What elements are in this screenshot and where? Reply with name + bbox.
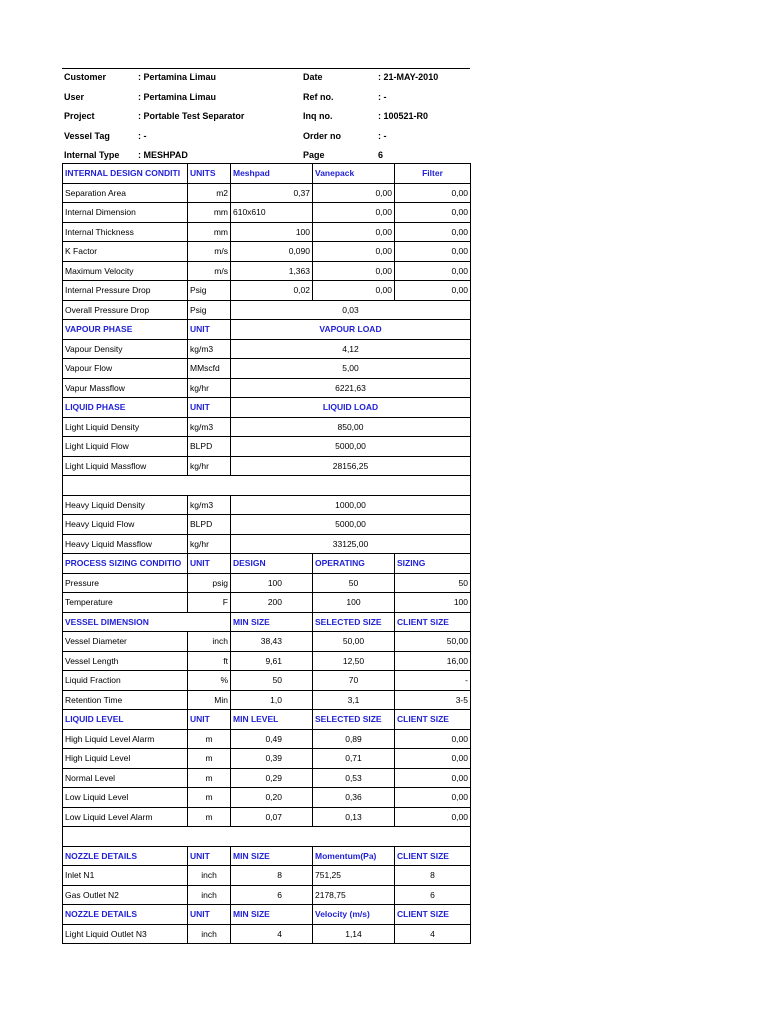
table-row [63,534,471,554]
date-label: Date [303,72,323,82]
column-header: SELECTED SIZE [313,710,395,730]
row-label: Light Liquid Outlet N3 [63,924,188,944]
column-header: MIN SIZE [231,612,313,632]
column-header: UNIT [188,846,231,866]
row-label: Low Liquid Level [63,788,188,808]
value-cell: 50 [231,671,313,691]
row-label: Inlet N1 [63,866,188,886]
column-header: CLIENT SIZE [395,846,471,866]
page-label: Page [303,150,325,160]
row-label: Internal Pressure Drop [63,281,188,301]
column-header: Momentum(Pa) [313,846,395,866]
value-cell: 5,00 [231,359,471,379]
row-label: Gas Outlet N2 [63,885,188,905]
table-row [63,378,471,398]
section-title: NOZZLE DETAILS [63,905,188,925]
table-row [63,690,471,710]
column-header: MIN SIZE [231,846,313,866]
value-cell: 1000,00 [231,495,471,515]
column-header: MIN LEVEL [231,710,313,730]
value-cell: 0,00 [395,261,471,281]
column-header: VAPOUR LOAD [231,320,471,340]
column-header: Meshpad [231,164,313,184]
value-cell: 0,00 [395,281,471,301]
project-value: : Portable Test Separator [138,111,245,121]
header-row-user [62,89,470,109]
value-cell: 6221,63 [231,378,471,398]
row-label: Vessel Diameter [63,632,188,652]
value-cell: 0,00 [313,183,395,203]
value-cell: 610x610 [231,203,313,223]
table-row [63,593,471,613]
row-label: Vessel Length [63,651,188,671]
value-cell: 0,36 [313,788,395,808]
unit-cell: Psig [188,281,231,301]
row-label: Pressure [63,573,188,593]
unit-cell: kg/m3 [188,339,231,359]
value-cell: 1,0 [231,690,313,710]
date-value: : 21-MAY-2010 [378,72,439,82]
vessel-dimension-header [63,612,471,632]
tag-label: Vessel Tag [64,130,110,141]
table-row [63,671,471,691]
table-row [63,749,471,769]
row-label: Light Liquid Massflow [63,456,188,476]
value-cell: 0,00 [313,203,395,223]
value-cell: 33125,00 [231,534,471,554]
value-cell: 0,20 [231,788,313,808]
column-header: UNIT [188,710,231,730]
table-row [63,281,471,301]
value-cell: 0,00 [395,203,471,223]
project-label: Project [64,111,95,121]
row-label: K Factor [63,242,188,262]
section-title: PROCESS SIZING CONDITIO [63,554,188,574]
unit-cell: m [188,788,231,808]
value-cell: 0,53 [313,768,395,788]
order-value: : - [378,130,387,141]
row-label: Separation Area [63,183,188,203]
column-header: OPERATING [313,554,395,574]
table-row [63,651,471,671]
unit-cell: m [188,768,231,788]
table-row [63,183,471,203]
column-header: CLIENT SIZE [395,710,471,730]
value-cell: 16,00 [395,651,471,671]
value-cell: 100 [313,593,395,613]
table-row [63,788,471,808]
user-label: User [64,91,85,102]
value-cell: 28156,25 [231,456,471,476]
header-row-project [62,108,470,128]
table-row [63,456,471,476]
value-cell: 200 [231,593,313,613]
value-cell: 5000,00 [231,515,471,535]
row-label: Heavy Liquid Massflow [63,534,188,554]
unit-cell: BLPD [188,515,231,535]
liquid-level-header [63,710,471,730]
row-label: Low Liquid Level Alarm [63,807,188,827]
nozzle-details-velocity-header [63,905,471,925]
table-row [63,515,471,535]
row-label: Normal Level [63,768,188,788]
table-row [63,242,471,262]
value-cell: 1,363 [231,261,313,281]
separator-data-sheet [62,163,471,944]
row-label: Vapour Density [63,339,188,359]
unit-cell: m/s [188,242,231,262]
value-cell: 100 [395,593,471,613]
column-header: Vanepack [313,164,395,184]
row-label: Maximum Velocity [63,261,188,281]
value-cell: 0,02 [231,281,313,301]
column-header: Velocity (m/s) [313,905,395,925]
table-row [63,300,471,320]
value-cell: 2178,75 [313,885,395,905]
unit-cell: mm [188,222,231,242]
value-cell: 50,00 [395,632,471,652]
unit-cell: kg/hr [188,456,231,476]
page-value: 6 [378,150,384,160]
user-value: : Pertamina Limau [138,91,217,102]
table-row [63,261,471,281]
column-header: DESIGN [231,554,313,574]
value-cell: 38,43 [231,632,313,652]
column-header: CLIENT SIZE [395,905,471,925]
value-cell: 4 [231,924,313,944]
value-cell: 0,89 [313,729,395,749]
table-row [63,768,471,788]
value-cell: 1,14 [313,924,395,944]
column-header: CLIENT SIZE [395,612,471,632]
internal-design-header [63,164,471,184]
value-cell: 0,49 [231,729,313,749]
value-cell: 0,07 [231,807,313,827]
column-header: MIN SIZE [231,905,313,925]
row-label: High Liquid Level Alarm [63,729,188,749]
unit-cell: mm [188,203,231,223]
document-header [62,68,470,167]
value-cell: 3,1 [313,690,395,710]
customer-value: : Pertamina Limau [138,72,217,82]
section-title: LIQUID PHASE [63,398,188,418]
unit-cell: inch [188,885,231,905]
value-cell: 0,39 [231,749,313,769]
table-row [63,807,471,827]
row-label: Temperature [63,593,188,613]
value-cell: 0,090 [231,242,313,262]
row-label: Internal Thickness [63,222,188,242]
section-title: VAPOUR PHASE [63,320,188,340]
internal-type-value: : MESHPAD [138,150,188,160]
column-header: UNIT [188,320,231,340]
section-title: LIQUID LEVEL [63,710,188,730]
row-label: Heavy Liquid Flow [63,515,188,535]
unit-cell: m/s [188,261,231,281]
process-sizing-header [63,554,471,574]
value-cell: 4,12 [231,339,471,359]
inq-label: Inq no. [303,111,333,121]
unit-cell: psig [188,573,231,593]
section-title: INTERNAL DESIGN CONDITI [63,164,188,184]
value-cell: 0,71 [313,749,395,769]
unit-cell: kg/hr [188,378,231,398]
table-row [63,632,471,652]
row-label: Light Liquid Density [63,417,188,437]
header-row-customer [62,69,470,89]
empty-row [63,476,471,496]
value-cell: 8 [395,866,471,886]
unit-cell: ft [188,651,231,671]
unit-cell: inch [188,632,231,652]
value-cell: 0,00 [395,788,471,808]
liquid-phase-header [63,398,471,418]
empty-row [63,827,471,847]
value-cell: 0,03 [231,300,471,320]
unit-cell: Psig [188,300,231,320]
unit-cell: Min [188,690,231,710]
value-cell: 0,00 [313,242,395,262]
table-row [63,729,471,749]
vapour-phase-header [63,320,471,340]
row-label: Light Liquid Flow [63,437,188,457]
row-label: Vapur Massflow [63,378,188,398]
value-cell: 0,00 [395,807,471,827]
row-label: Heavy Liquid Density [63,495,188,515]
row-label: Vapour Flow [63,359,188,379]
unit-cell: kg/hr [188,534,231,554]
nozzle-details-header [63,846,471,866]
column-header: Filter [395,164,471,184]
value-cell: 8 [231,866,313,886]
value-cell: 0,37 [231,183,313,203]
table-row [63,359,471,379]
table-row [63,222,471,242]
column-header: UNIT [188,554,231,574]
value-cell: 0,00 [313,261,395,281]
unit-cell: inch [188,924,231,944]
customer-label: Customer [64,72,107,82]
ref-value: : - [378,91,387,102]
table-row [63,924,471,944]
value-cell: 9,61 [231,651,313,671]
tag-value: : - [138,130,147,141]
row-label: Retention Time [63,690,188,710]
table-row [63,203,471,223]
value-cell: 0,00 [395,183,471,203]
value-cell: 0,00 [395,749,471,769]
row-label: High Liquid Level [63,749,188,769]
table-row [63,866,471,886]
value-cell: 0,29 [231,768,313,788]
unit-cell: F [188,593,231,613]
value-cell: 3-5 [395,690,471,710]
inq-value: : 100521-R0 [378,111,429,121]
column-header: UNITS [188,164,231,184]
unit-cell: m2 [188,183,231,203]
value-cell: 0,00 [313,222,395,242]
unit-cell: inch [188,866,231,886]
column-header: UNIT [188,398,231,418]
table-row [63,573,471,593]
value-cell: 50 [313,573,395,593]
value-cell: 4 [395,924,471,944]
value-cell: 6 [395,885,471,905]
ref-label: Ref no. [303,91,334,102]
unit-cell: m [188,807,231,827]
table-row [63,437,471,457]
unit-cell: m [188,749,231,769]
value-cell: 0,00 [313,281,395,301]
value-cell: - [395,671,471,691]
column-header: LIQUID LOAD [231,398,471,418]
column-header: UNIT [188,905,231,925]
value-cell: 50 [395,573,471,593]
column-header: SIZING [395,554,471,574]
value-cell: 70 [313,671,395,691]
value-cell: 100 [231,222,313,242]
row-label: Internal Dimension [63,203,188,223]
table-row [63,885,471,905]
value-cell: 0,00 [395,729,471,749]
table-row [63,339,471,359]
value-cell: 0,00 [395,242,471,262]
table-row [63,495,471,515]
unit-cell: kg/m3 [188,495,231,515]
row-label: Liquid Fraction [63,671,188,691]
value-cell: 751,25 [313,866,395,886]
value-cell: 5000,00 [231,437,471,457]
value-cell: 0,13 [313,807,395,827]
header-row-tag [62,128,470,148]
internal-type-label: Internal Type [64,150,120,160]
unit-cell: kg/m3 [188,417,231,437]
value-cell: 6 [231,885,313,905]
value-cell: 50,00 [313,632,395,652]
value-cell: 100 [231,573,313,593]
unit-cell: BLPD [188,437,231,457]
order-label: Order no [303,130,342,141]
value-cell: 12,50 [313,651,395,671]
row-label: Overall Pressure Drop [63,300,188,320]
value-cell: 0,00 [395,222,471,242]
section-title: VESSEL DIMENSION [63,612,231,632]
column-header: SELECTED SIZE [313,612,395,632]
unit-cell: % [188,671,231,691]
value-cell: 850,00 [231,417,471,437]
value-cell: 0,00 [395,768,471,788]
unit-cell: m [188,729,231,749]
table-row [63,417,471,437]
section-title: NOZZLE DETAILS [63,846,188,866]
unit-cell: MMscfd [188,359,231,379]
